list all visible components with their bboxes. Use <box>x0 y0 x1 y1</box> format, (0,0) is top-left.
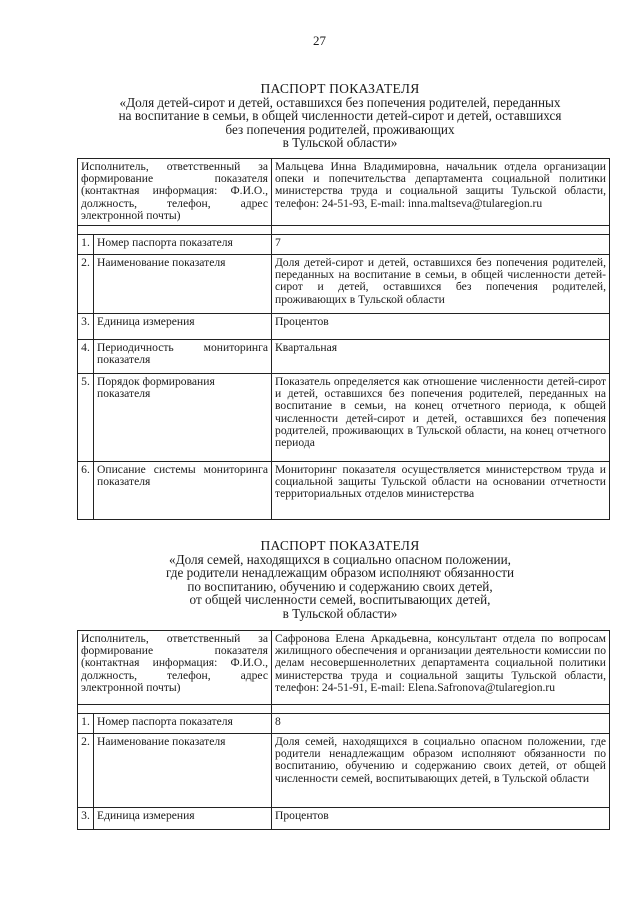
title-line: в Тульской области» <box>282 135 398 151</box>
table-row <box>78 714 610 734</box>
table-row <box>78 255 610 314</box>
row-value: Показатель определяется как отношение численности детей-сирот и детей, оставшихся без попечения родителей, переданных на воспитание в семьи, на конец отчетного периода, к общей численности детей-сирот и детей, оставшихся без попечения родителей, проживающих в Тульской области, на конец отчетного периода <box>272 374 610 462</box>
title-line: на воспитание в семьи, в общей численности детей-сирот и детей, оставшихся <box>118 108 562 124</box>
passport-2-table <box>77 630 610 830</box>
passport-2-title <box>70 539 610 621</box>
passport-heading: ПАСПОРТ ПОКАЗАТЕЛЯ <box>260 538 420 553</box>
row-value: Доля детей-сирот и детей, оставшихся без попечения родителей, переданных на воспитание в семьи, в общей численности детей-сирот и детей, оставшихся без попечения родителей, проживающих в Тульской области <box>272 255 610 314</box>
row-value: Процентов <box>272 808 610 830</box>
passport-heading: ПАСПОРТ ПОКАЗАТЕЛЯ <box>260 81 420 96</box>
row-number: 4. <box>78 340 94 374</box>
row-number: 1. <box>78 235 94 255</box>
row-value: Мониторинг показателя осуществляется министерством труда и социальной защиты Тульской области на основании отчетности территориальных отделов министерства <box>272 462 610 520</box>
executor-row <box>78 159 610 226</box>
row-label: Номер паспорта показателя <box>94 714 272 734</box>
row-value: Квартальная <box>272 340 610 374</box>
row-label: Номер паспорта показателя <box>94 235 272 255</box>
row-value: 8 <box>272 714 610 734</box>
title-line: по воспитанию, обучению и содержанию своих детей, <box>187 578 493 594</box>
table-row <box>78 340 610 374</box>
row-number: 3. <box>78 314 94 340</box>
title-line: «Доля детей-сирот и детей, оставшихся без попечения родителей, переданных <box>119 94 561 110</box>
table-row <box>78 374 610 462</box>
table-row <box>78 314 610 340</box>
row-number: 1. <box>78 714 94 734</box>
row-label: Наименование показателя <box>94 255 272 314</box>
title-line: без попечения родителей, проживающих <box>225 121 455 137</box>
row-number: 5. <box>78 374 94 462</box>
row-number: 6. <box>78 462 94 520</box>
row-label: Описание системы мониторинга показателя <box>94 462 272 520</box>
executor-label: Исполнитель, ответственный за формирование показателя (контактная информация: Ф.И.О., должность, телефон, адрес электронной почты) <box>78 631 272 705</box>
title-line: где родители ненадлежащим образом исполняют обязанности <box>165 565 515 581</box>
table-row <box>78 734 610 808</box>
passport-1-table <box>77 158 610 520</box>
executor-row <box>78 631 610 705</box>
row-value: 7 <box>272 235 610 255</box>
row-label: Наименование показателя <box>94 734 272 808</box>
row-number: 2. <box>78 734 94 808</box>
title-line: в Тульской области» <box>282 605 398 621</box>
executor-label: Исполнитель, ответственный за формирование показателя (контактная информация: Ф.И.О., должность, телефон, адрес электронной почты) <box>78 159 272 226</box>
title-line: от общей численности семей, воспитывающих детей, <box>189 592 491 608</box>
table-row <box>78 235 610 255</box>
row-label: Единица измерения <box>94 314 272 340</box>
row-label: Порядок формирования показателя <box>94 374 272 462</box>
table-row <box>78 808 610 830</box>
passport-1-title <box>70 82 610 150</box>
executor-value: Мальцева Инна Владимировна, начальник отдела организации опеки и попечительства департамента социальной политики министерства труда и социальной защиты Тульской области, телефон: 24-51-93, E-mail: inna.maltseva@tularegion.ru <box>272 159 610 226</box>
row-number: 2. <box>78 255 94 314</box>
row-value: Процентов <box>272 314 610 340</box>
row-value: Доля семей, находящихся в социально опасном положении, где родители ненадлежащим образом исполняют обязанности по воспитанию, обучению и содержанию своих детей, от общей численности семей, воспитывающих детей, в Тульской области <box>272 734 610 808</box>
page-number: 27 <box>313 33 326 48</box>
table-row <box>78 462 610 520</box>
row-label: Единица измерения <box>94 808 272 830</box>
row-label: Периодичность мониторинга показателя <box>94 340 272 374</box>
executor-value: Сафронова Елена Аркадьевна, консультант отдела по вопросам жилищного обеспечения и организации деятельности комиссии по делам несовершеннолетних департамента социальной политики министерства труда и социальной защиты Тульской области, телефон: 24-51-91, E-mail: Elena.Safronova@tularegion.ru <box>272 631 610 705</box>
row-number: 3. <box>78 808 94 830</box>
title-line: «Доля семей, находящихся в социально опасном положении, <box>169 551 511 567</box>
